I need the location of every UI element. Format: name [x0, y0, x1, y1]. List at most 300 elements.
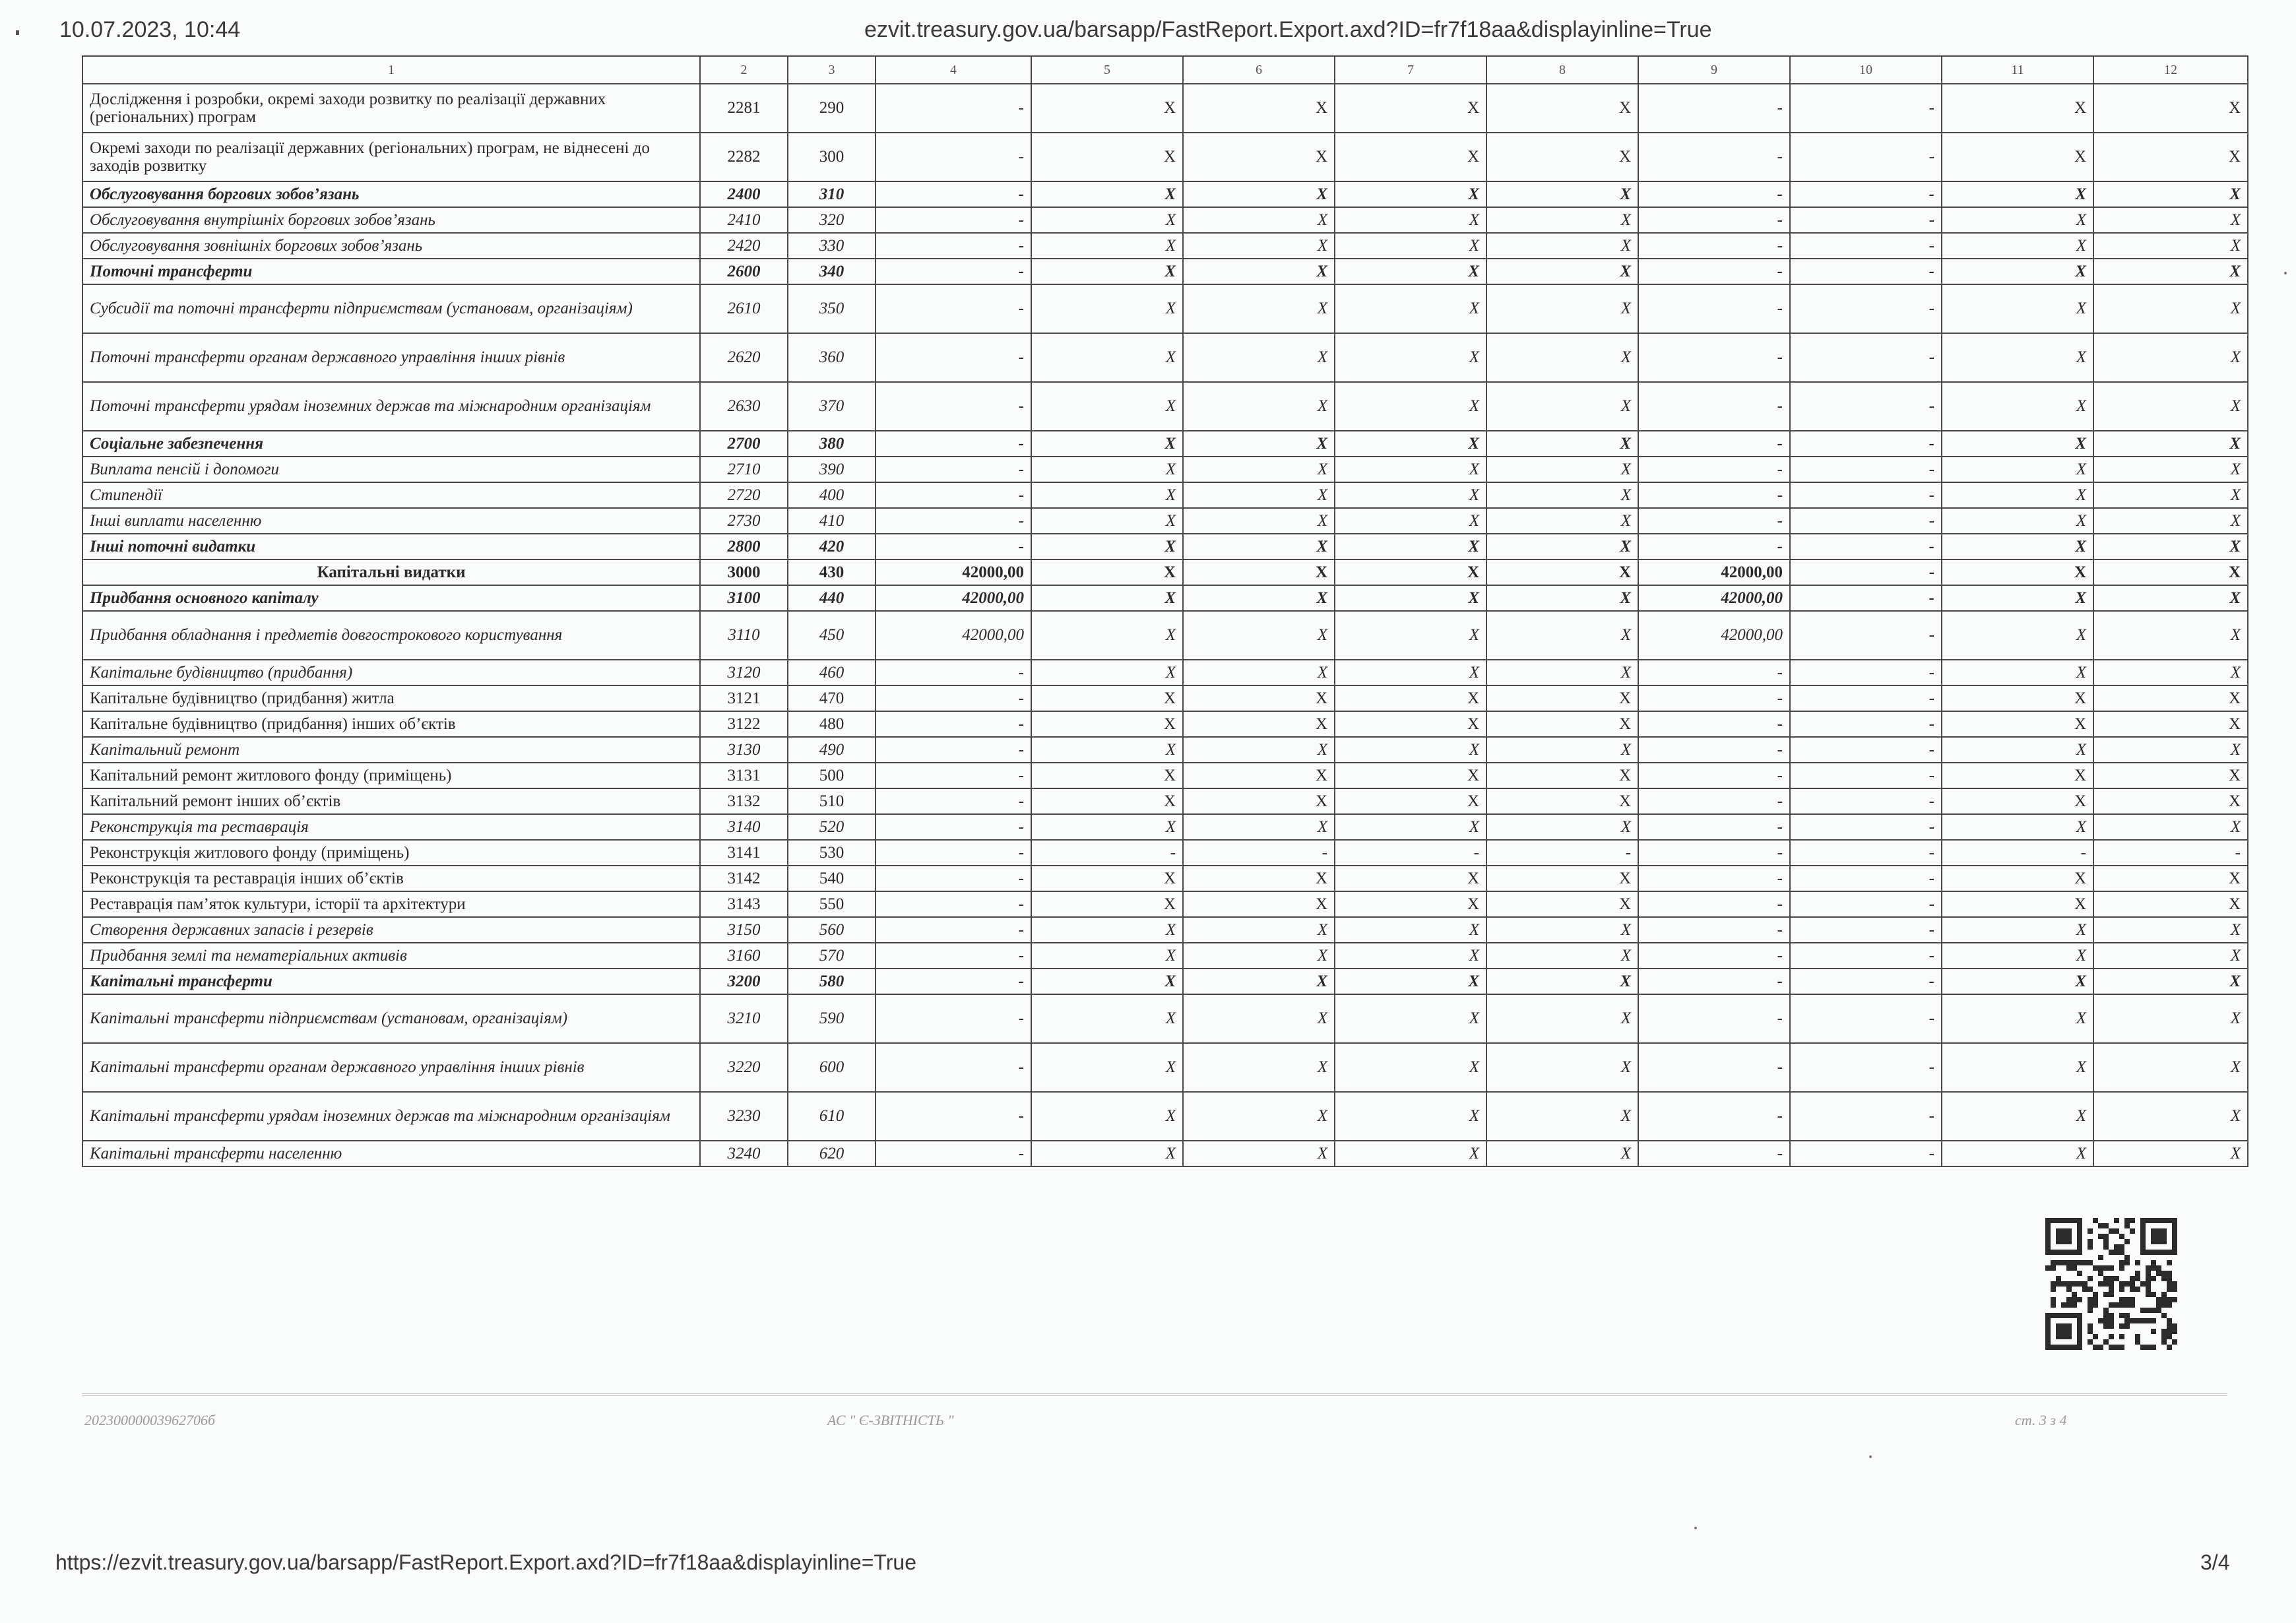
col-10-value: -: [1790, 482, 1942, 508]
col-12-value: X: [2093, 788, 2248, 814]
table-row: [82, 457, 2248, 482]
col-5-value: X: [1031, 559, 1183, 585]
col-9-value: -: [1638, 482, 1790, 508]
col-9-value: -: [1638, 814, 1790, 840]
col-12-value: X: [2093, 559, 2248, 585]
col-9-value: -: [1638, 685, 1790, 711]
line-number: 360: [788, 333, 876, 382]
col-4-value: -: [876, 1141, 1031, 1166]
col-7-value: X: [1335, 611, 1486, 660]
col-10-value: -: [1790, 333, 1942, 382]
col-11-value: X: [1942, 969, 2093, 994]
line-number: 380: [788, 431, 876, 457]
table-row: [82, 207, 2248, 233]
column-number-row: [82, 56, 2248, 84]
col-10-value: -: [1790, 788, 1942, 814]
col-6-value: X: [1183, 611, 1335, 660]
table-row: [82, 284, 2248, 333]
col-12-value: X: [2093, 866, 2248, 891]
line-number: 290: [788, 84, 876, 133]
row-code: 2620: [700, 333, 788, 382]
row-name: Поточні трансферти урядам іноземних держав та міжнародним організаціям: [82, 382, 700, 431]
col-11-value: X: [1942, 233, 2093, 259]
col-6-value: X: [1183, 233, 1335, 259]
col-12-value: X: [2093, 969, 2248, 994]
column-number: 11: [1942, 56, 2093, 84]
col-6-value: X: [1183, 585, 1335, 611]
col-5-value: X: [1031, 943, 1183, 969]
col-11-value: X: [1942, 917, 2093, 943]
row-code: 3141: [700, 840, 788, 866]
col-10-value: -: [1790, 181, 1942, 207]
row-code: 3000: [700, 559, 788, 585]
col-11-value: X: [1942, 1092, 2093, 1141]
print-header-url: ezvit.treasury.gov.ua/barsapp/FastReport.Export.axd?ID=fr7f18aa&displayinline=True: [864, 17, 1712, 42]
col-5-value: X: [1031, 891, 1183, 917]
col-5-value: X: [1031, 763, 1183, 788]
line-number: 430: [788, 559, 876, 585]
col-6-value: X: [1183, 133, 1335, 181]
row-name: Капітальні трансферти урядам іноземних держав та міжнародним організаціям: [82, 1092, 700, 1141]
table-row: [82, 333, 2248, 382]
column-number: 2: [700, 56, 788, 84]
line-number: 590: [788, 994, 876, 1043]
row-code: 3132: [700, 788, 788, 814]
line-number: 560: [788, 917, 876, 943]
row-name: Обслуговування зовнішніх боргових зобов’язань: [82, 233, 700, 259]
col-10-value: -: [1790, 431, 1942, 457]
col-11-value: X: [1942, 660, 2093, 685]
col-5-value: X: [1031, 508, 1183, 534]
col-7-value: X: [1335, 284, 1486, 333]
col-7-value: X: [1335, 788, 1486, 814]
col-9-value: -: [1638, 457, 1790, 482]
col-12-value: X: [2093, 84, 2248, 133]
col-12-value: X: [2093, 994, 2248, 1043]
col-12-value: X: [2093, 333, 2248, 382]
col-6-value: X: [1183, 1043, 1335, 1092]
col-6-value: X: [1183, 685, 1335, 711]
col-8-value: X: [1486, 814, 1638, 840]
col-11-value: X: [1942, 508, 2093, 534]
column-number: 6: [1183, 56, 1335, 84]
col-7-value: X: [1335, 559, 1486, 585]
row-name: Реконструкція та реставрація: [82, 814, 700, 840]
row-code: 3160: [700, 943, 788, 969]
col-9-value: -: [1638, 660, 1790, 685]
col-9-value: -: [1638, 737, 1790, 763]
col-5-value: X: [1031, 788, 1183, 814]
col-7-value: X: [1335, 763, 1486, 788]
col-10-value: -: [1790, 685, 1942, 711]
col-6-value: X: [1183, 382, 1335, 431]
col-9-value: -: [1638, 866, 1790, 891]
col-10-value: -: [1790, 611, 1942, 660]
col-5-value: X: [1031, 969, 1183, 994]
row-code: 2282: [700, 133, 788, 181]
col-12-value: X: [2093, 763, 2248, 788]
col-7-value: X: [1335, 685, 1486, 711]
col-12-value: X: [2093, 1141, 2248, 1166]
col-10-value: -: [1790, 994, 1942, 1043]
col-5-value: X: [1031, 1092, 1183, 1141]
col-11-value: X: [1942, 891, 2093, 917]
col-9-value: -: [1638, 534, 1790, 559]
col-10-value: -: [1790, 1043, 1942, 1092]
col-11-value: X: [1942, 482, 2093, 508]
col-8-value: X: [1486, 969, 1638, 994]
col-7-value: X: [1335, 711, 1486, 737]
col-6-value: X: [1183, 660, 1335, 685]
col-8-value: X: [1486, 891, 1638, 917]
table-row: [82, 1092, 2248, 1141]
col-8-value: X: [1486, 737, 1638, 763]
line-number: 490: [788, 737, 876, 763]
col-8-value: X: [1486, 508, 1638, 534]
col-5-value: X: [1031, 711, 1183, 737]
col-9-value: -: [1638, 84, 1790, 133]
col-6-value: X: [1183, 763, 1335, 788]
col-11-value: X: [1942, 763, 2093, 788]
col-6-value: X: [1183, 814, 1335, 840]
col-12-value: X: [2093, 585, 2248, 611]
col-6-value: X: [1183, 866, 1335, 891]
col-7-value: X: [1335, 866, 1486, 891]
col-9-value: -: [1638, 763, 1790, 788]
column-number: 3: [788, 56, 876, 84]
col-9-value: -: [1638, 1043, 1790, 1092]
row-code: 3130: [700, 737, 788, 763]
col-4-value: 42000,00: [876, 559, 1031, 585]
row-name: Обслуговування боргових зобов’язань: [82, 181, 700, 207]
col-12-value: X: [2093, 233, 2248, 259]
col-8-value: X: [1486, 207, 1638, 233]
table-row: [82, 559, 2248, 585]
col-12-value: X: [2093, 431, 2248, 457]
col-7-value: X: [1335, 382, 1486, 431]
col-12-value: X: [2093, 207, 2248, 233]
col-8-value: X: [1486, 181, 1638, 207]
report-table: [82, 55, 2248, 1167]
column-number: 8: [1486, 56, 1638, 84]
col-4-value: -: [876, 1043, 1031, 1092]
col-9-value: -: [1638, 207, 1790, 233]
table-row: [82, 969, 2248, 994]
col-12-value: X: [2093, 685, 2248, 711]
col-9-value: -: [1638, 969, 1790, 994]
col-6-value: X: [1183, 1141, 1335, 1166]
table-row: [82, 866, 2248, 891]
col-9-value: -: [1638, 333, 1790, 382]
line-number: 440: [788, 585, 876, 611]
row-name: Придбання основного капіталу: [82, 585, 700, 611]
col-11-value: X: [1942, 382, 2093, 431]
col-5-value: X: [1031, 84, 1183, 133]
col-4-value: -: [876, 891, 1031, 917]
col-5-value: X: [1031, 259, 1183, 284]
col-9-value: -: [1638, 1141, 1790, 1166]
col-5-value: X: [1031, 534, 1183, 559]
col-11-value: X: [1942, 431, 2093, 457]
col-4-value: -: [876, 737, 1031, 763]
col-7-value: X: [1335, 482, 1486, 508]
col-7-value: X: [1335, 133, 1486, 181]
col-6-value: X: [1183, 482, 1335, 508]
col-11-value: X: [1942, 711, 2093, 737]
col-12-value: X: [2093, 891, 2248, 917]
row-code: 3120: [700, 660, 788, 685]
col-4-value: -: [876, 866, 1031, 891]
col-6-value: X: [1183, 737, 1335, 763]
col-9-value: -: [1638, 508, 1790, 534]
col-11-value: X: [1942, 284, 2093, 333]
table-row: [82, 685, 2248, 711]
row-name: Поточні трансферти: [82, 259, 700, 284]
row-code: 2600: [700, 259, 788, 284]
col-5-value: X: [1031, 685, 1183, 711]
column-number: 7: [1335, 56, 1486, 84]
row-name: Капітальний ремонт інших об’єктів: [82, 788, 700, 814]
col-9-value: -: [1638, 788, 1790, 814]
table-row: [82, 994, 2248, 1043]
row-code: 3100: [700, 585, 788, 611]
table-row: [82, 233, 2248, 259]
col-11-value: X: [1942, 559, 2093, 585]
col-8-value: X: [1486, 763, 1638, 788]
line-number: 400: [788, 482, 876, 508]
col-5-value: X: [1031, 233, 1183, 259]
qr-code: [2045, 1218, 2177, 1350]
col-6-value: X: [1183, 711, 1335, 737]
row-code: 3140: [700, 814, 788, 840]
col-7-value: X: [1335, 1141, 1486, 1166]
table-row: [82, 1043, 2248, 1092]
col-11-value: -: [1942, 840, 2093, 866]
col-7-value: X: [1335, 737, 1486, 763]
col-12-value: X: [2093, 1043, 2248, 1092]
col-5-value: X: [1031, 133, 1183, 181]
col-10-value: -: [1790, 660, 1942, 685]
col-4-value: -: [876, 994, 1031, 1043]
col-8-value: X: [1486, 788, 1638, 814]
col-6-value: X: [1183, 788, 1335, 814]
scan-speck: [1869, 1455, 1872, 1458]
line-number: 330: [788, 233, 876, 259]
col-5-value: X: [1031, 611, 1183, 660]
row-code: 2281: [700, 84, 788, 133]
col-12-value: X: [2093, 181, 2248, 207]
col-9-value: -: [1638, 891, 1790, 917]
table-row: [82, 482, 2248, 508]
scan-speck: [2284, 272, 2287, 274]
line-number: 580: [788, 969, 876, 994]
col-12-value: X: [2093, 534, 2248, 559]
col-8-value: X: [1486, 1141, 1638, 1166]
footer-doc-id: 20230000003962706б: [84, 1412, 216, 1428]
col-8-value: X: [1486, 917, 1638, 943]
col-4-value: -: [876, 969, 1031, 994]
col-12-value: X: [2093, 943, 2248, 969]
row-name: Інші виплати населенню: [82, 508, 700, 534]
col-9-value: -: [1638, 181, 1790, 207]
row-code: 2800: [700, 534, 788, 559]
col-8-value: X: [1486, 333, 1638, 382]
line-number: 370: [788, 382, 876, 431]
col-7-value: X: [1335, 1043, 1486, 1092]
col-10-value: -: [1790, 559, 1942, 585]
table-row: [82, 431, 2248, 457]
col-9-value: 42000,00: [1638, 559, 1790, 585]
col-8-value: X: [1486, 482, 1638, 508]
col-6-value: X: [1183, 284, 1335, 333]
col-10-value: -: [1790, 585, 1942, 611]
col-5-value: X: [1031, 333, 1183, 382]
line-number: 410: [788, 508, 876, 534]
col-6-value: X: [1183, 534, 1335, 559]
row-name: Капітальний ремонт житлового фонду (приміщень): [82, 763, 700, 788]
col-11-value: X: [1942, 259, 2093, 284]
col-10-value: -: [1790, 84, 1942, 133]
row-name: Поточні трансферти органам державного управління інших рівнів: [82, 333, 700, 382]
row-name: Створення державних запасів і резервів: [82, 917, 700, 943]
col-4-value: -: [876, 763, 1031, 788]
col-7-value: X: [1335, 969, 1486, 994]
col-8-value: X: [1486, 233, 1638, 259]
table-row: [82, 943, 2248, 969]
col-7-value: X: [1335, 917, 1486, 943]
col-11-value: X: [1942, 457, 2093, 482]
print-page-count: 3/4: [2200, 1550, 2230, 1574]
table-row: [82, 181, 2248, 207]
col-9-value: -: [1638, 840, 1790, 866]
line-number: 460: [788, 660, 876, 685]
col-9-value: -: [1638, 382, 1790, 431]
row-code: 3131: [700, 763, 788, 788]
row-name: Виплата пенсій і допомоги: [82, 457, 700, 482]
col-7-value: X: [1335, 207, 1486, 233]
col-6-value: X: [1183, 431, 1335, 457]
col-11-value: X: [1942, 333, 2093, 382]
col-9-value: -: [1638, 133, 1790, 181]
row-name: Придбання обладнання і предметів довгострокового користування: [82, 611, 700, 660]
col-5-value: X: [1031, 866, 1183, 891]
row-name: Стипендії: [82, 482, 700, 508]
line-number: 600: [788, 1043, 876, 1092]
row-code: 2720: [700, 482, 788, 508]
table-row: [82, 660, 2248, 685]
row-name: Реставрація пам’яток культури, історії та архітектури: [82, 891, 700, 917]
table-row: [82, 611, 2248, 660]
col-4-value: -: [876, 943, 1031, 969]
row-code: 3142: [700, 866, 788, 891]
col-10-value: -: [1790, 840, 1942, 866]
table-row: [82, 84, 2248, 133]
column-number: 12: [2093, 56, 2248, 84]
col-10-value: -: [1790, 382, 1942, 431]
line-number: 470: [788, 685, 876, 711]
col-7-value: X: [1335, 660, 1486, 685]
col-5-value: X: [1031, 207, 1183, 233]
col-10-value: -: [1790, 259, 1942, 284]
col-4-value: -: [876, 840, 1031, 866]
col-6-value: X: [1183, 508, 1335, 534]
row-name: Придбання землі та нематеріальних активів: [82, 943, 700, 969]
line-number: 610: [788, 1092, 876, 1141]
table-row: [82, 711, 2248, 737]
col-7-value: X: [1335, 457, 1486, 482]
col-9-value: -: [1638, 1092, 1790, 1141]
col-5-value: X: [1031, 814, 1183, 840]
col-8-value: X: [1486, 284, 1638, 333]
col-8-value: X: [1486, 133, 1638, 181]
table-row: [82, 840, 2248, 866]
col-11-value: X: [1942, 207, 2093, 233]
col-6-value: X: [1183, 917, 1335, 943]
col-4-value: -: [876, 207, 1031, 233]
col-9-value: -: [1638, 259, 1790, 284]
col-11-value: X: [1942, 814, 2093, 840]
col-7-value: X: [1335, 431, 1486, 457]
row-name: Капітальні трансферти населенню: [82, 1141, 700, 1166]
row-code: 2610: [700, 284, 788, 333]
row-name: Капітальне будівництво (придбання): [82, 660, 700, 685]
row-name: Капітальні видатки: [82, 559, 700, 585]
col-4-value: -: [876, 431, 1031, 457]
col-5-value: X: [1031, 1043, 1183, 1092]
col-6-value: X: [1183, 994, 1335, 1043]
row-code: 3240: [700, 1141, 788, 1166]
line-number: 420: [788, 534, 876, 559]
col-6-value: X: [1183, 333, 1335, 382]
table-row: [82, 585, 2248, 611]
col-8-value: X: [1486, 84, 1638, 133]
row-code: 2410: [700, 207, 788, 233]
col-6-value: X: [1183, 1092, 1335, 1141]
col-12-value: X: [2093, 133, 2248, 181]
line-number: 310: [788, 181, 876, 207]
col-9-value: -: [1638, 943, 1790, 969]
col-8-value: X: [1486, 431, 1638, 457]
col-9-value: -: [1638, 711, 1790, 737]
line-number: 480: [788, 711, 876, 737]
table-row: [82, 534, 2248, 559]
col-8-value: X: [1486, 559, 1638, 585]
col-5-value: X: [1031, 284, 1183, 333]
col-11-value: X: [1942, 866, 2093, 891]
row-code: 3220: [700, 1043, 788, 1092]
col-8-value: X: [1486, 994, 1638, 1043]
col-4-value: -: [876, 788, 1031, 814]
col-7-value: X: [1335, 84, 1486, 133]
table-row: [82, 814, 2248, 840]
line-number: 520: [788, 814, 876, 840]
col-7-value: X: [1335, 259, 1486, 284]
col-8-value: X: [1486, 585, 1638, 611]
line-number: 320: [788, 207, 876, 233]
col-11-value: X: [1942, 737, 2093, 763]
col-4-value: -: [876, 84, 1031, 133]
col-8-value: X: [1486, 943, 1638, 969]
col-7-value: X: [1335, 333, 1486, 382]
col-12-value: X: [2093, 259, 2248, 284]
row-name: Капітальні трансферти: [82, 969, 700, 994]
col-5-value: X: [1031, 994, 1183, 1043]
col-11-value: X: [1942, 685, 2093, 711]
col-12-value: X: [2093, 711, 2248, 737]
col-11-value: X: [1942, 84, 2093, 133]
col-11-value: X: [1942, 943, 2093, 969]
col-6-value: -: [1183, 840, 1335, 866]
